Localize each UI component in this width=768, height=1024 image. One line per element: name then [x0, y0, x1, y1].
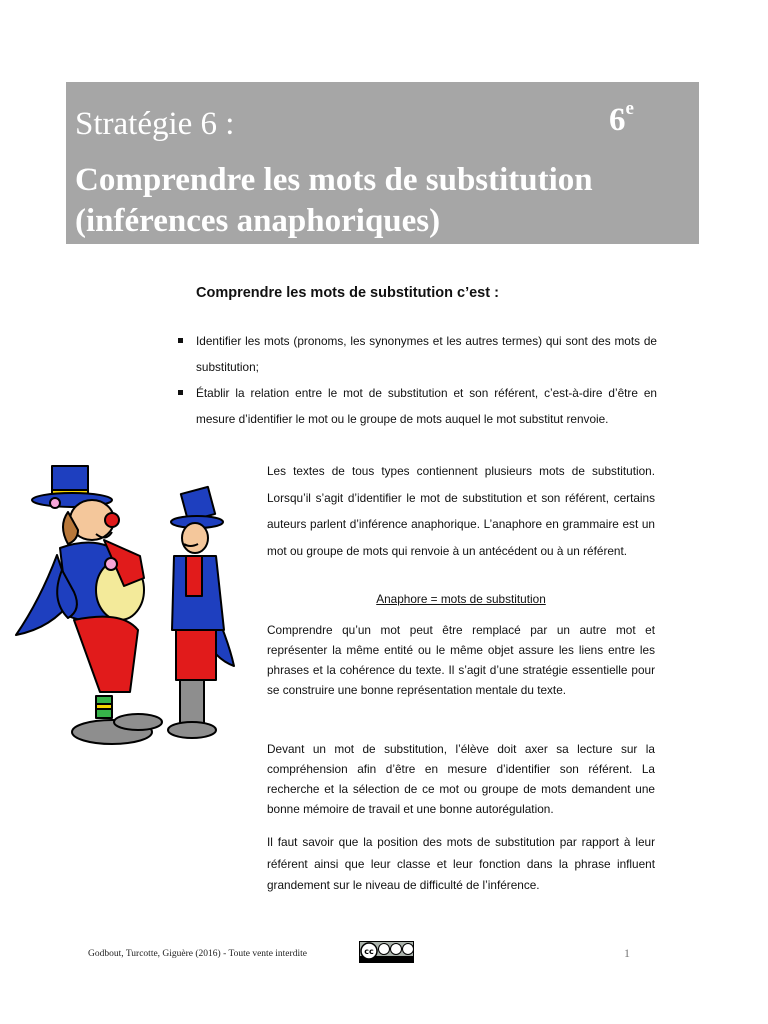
- cc-by-nc-nd-icon: [359, 941, 414, 963]
- square-bullet-icon: [178, 338, 183, 343]
- svg-text:cc: cc: [364, 947, 374, 956]
- anaphore-definition: Anaphore = mots de substitution: [376, 592, 546, 606]
- two-clowns-illustration: [12, 460, 244, 752]
- grade-level: [609, 98, 634, 139]
- list-item-text: Identifier les mots (pronoms, les synonymes et les autres termes) qui sont des mots de substitution;: [196, 334, 657, 374]
- strategy-label: Stratégie 6 :: [75, 106, 235, 142]
- footer-credit: Godbout, Turcotte, Giguère (2016) - Toute vente interdite: [88, 949, 307, 959]
- grade-suffix: e: [625, 98, 634, 119]
- understand-paragraph: Comprendre qu’un mot peut être remplacé par un autre mot et représenter la même entité ou le même objet assure les liens entre les phrases et la cohérence du texte. Il s’agit d’une stratégie essentielle pour se construire une bonne représentation mentale du texte.: [267, 623, 655, 697]
- grade-number: 6: [609, 102, 626, 138]
- list-item-text: Établir la relation entre le mot de substitution et son référent, c’est-à-dire d’être en mesure d’identifier le mot ou le groupe de mots auquel le mot substitut renvoie.: [196, 386, 657, 426]
- page-number: 1: [624, 946, 630, 960]
- student-paragraph: Devant un mot de substitution, l’élève doit axer sa lecture sur la compréhension afin d’être en mesure d’identifier son référent. La recherche et la sélection de ce mot ou groupe de mots demandent une bonne mémoire de travail et une bonne autorégulation.: [267, 742, 655, 816]
- page-title: Comprendre les mots de substitution (inférences anaphoriques): [75, 162, 593, 239]
- square-bullet-icon: [178, 390, 183, 395]
- intro-paragraph: Les textes de tous types contiennent plusieurs mots de substitution. Lorsqu’il s’agit d’identifier le mot de substitution et son référent, certains auteurs parlent d’inférence anaphorique. L’anaphore en grammaire est un mot ou groupe de mots qui renvoie à un antécédent ou à un référent.: [267, 464, 655, 558]
- section-title: Comprendre les mots de substitution c’est :: [196, 285, 499, 301]
- list-item: [177, 328, 657, 380]
- strategy-header: [66, 82, 699, 244]
- bullet-list: [177, 328, 657, 432]
- position-paragraph: Il faut savoir que la position des mots de substitution par rapport à leur référent ainsi que leur classe et leur fonction dans la phrase influent grandement sur le niveau de difficulté de l’inférence.: [267, 835, 655, 892]
- list-item: [177, 380, 657, 432]
